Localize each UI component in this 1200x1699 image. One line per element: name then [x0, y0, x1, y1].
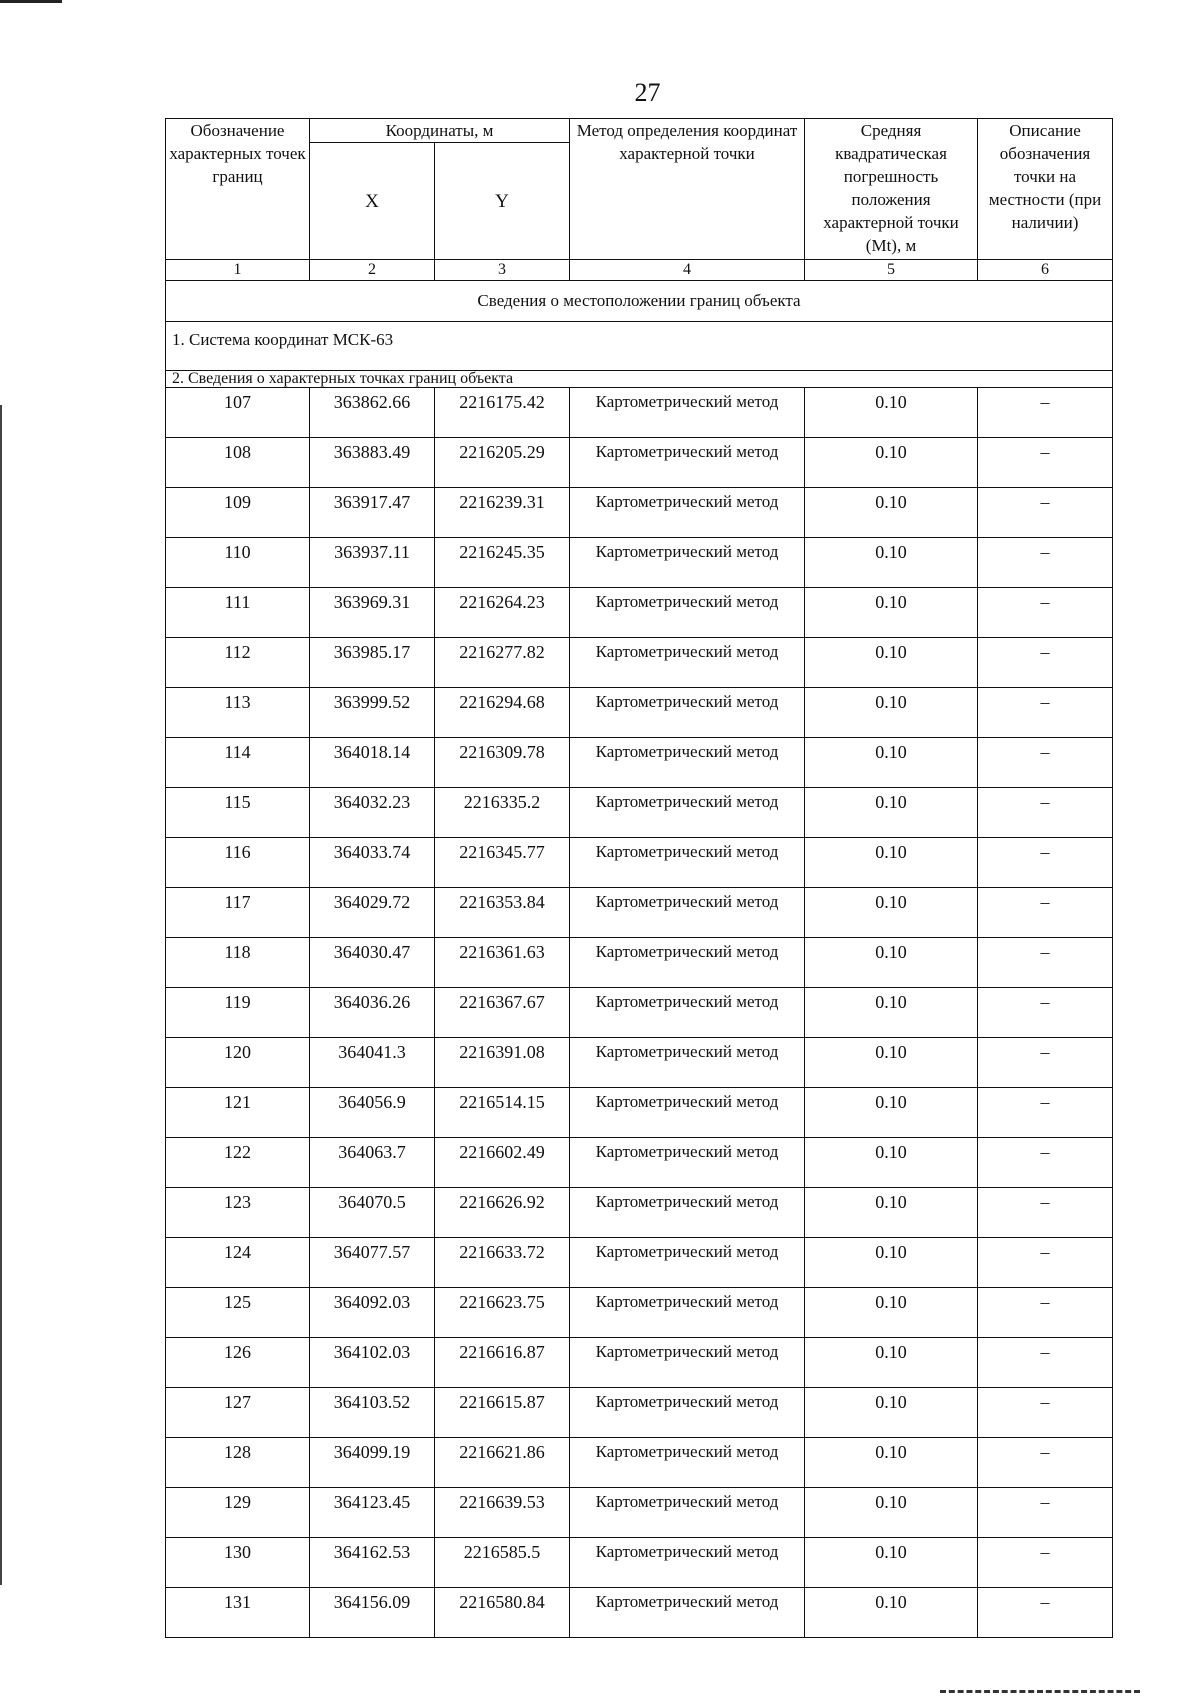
description-cell: –	[978, 1588, 1113, 1638]
description-cell: –	[978, 838, 1113, 888]
method-cell: Картометрический метод	[570, 688, 805, 738]
y-coordinate-cell: 2216626.92	[435, 1188, 570, 1238]
x-coordinate-cell: 364033.74	[310, 838, 435, 888]
table-row	[166, 1288, 1113, 1338]
y-coordinate-cell: 2216294.68	[435, 688, 570, 738]
y-coordinate-cell: 2216367.67	[435, 988, 570, 1038]
description-cell: –	[978, 1138, 1113, 1188]
mean-error-cell: 0.10	[805, 1538, 978, 1588]
y-coordinate-cell: 2216264.23	[435, 588, 570, 638]
method-cell: Картометрический метод	[570, 1538, 805, 1588]
table-row	[166, 538, 1113, 588]
boundary-points-table	[165, 118, 1113, 1638]
mean-error-cell: 0.10	[805, 788, 978, 838]
mean-error-cell: 0.10	[805, 388, 978, 438]
table-row	[166, 988, 1113, 1038]
table-row	[166, 738, 1113, 788]
y-coordinate-cell: 2216623.75	[435, 1288, 570, 1338]
y-coordinate-cell: 2216205.29	[435, 438, 570, 488]
point-id-cell: 128	[166, 1438, 310, 1488]
y-coordinate-cell: 2216335.2	[435, 788, 570, 838]
header-coordinates: Координаты, м	[310, 119, 570, 143]
description-cell: –	[978, 1088, 1113, 1138]
point-id-cell: 110	[166, 538, 310, 588]
description-cell: –	[978, 388, 1113, 438]
mean-error-cell: 0.10	[805, 1388, 978, 1438]
table-row	[166, 838, 1113, 888]
description-cell: –	[978, 888, 1113, 938]
x-coordinate-cell: 364063.7	[310, 1138, 435, 1188]
method-cell: Картометрический метод	[570, 1038, 805, 1088]
method-cell: Картометрический метод	[570, 988, 805, 1038]
column-number: 3	[435, 260, 570, 281]
table-row	[166, 1588, 1113, 1638]
method-cell: Картометрический метод	[570, 1088, 805, 1138]
description-cell: –	[978, 738, 1113, 788]
header-y: Y	[435, 143, 570, 260]
y-coordinate-cell: 2216621.86	[435, 1438, 570, 1488]
boundary-coordinates-document	[165, 118, 1112, 1638]
description-cell: –	[978, 488, 1113, 538]
header-mean-error: Средняя квадратическая погрешность положения характерной точки (Mt), м	[805, 119, 978, 260]
x-coordinate-cell: 364041.3	[310, 1038, 435, 1088]
column-number: 1	[166, 260, 310, 281]
y-coordinate-cell: 2216639.53	[435, 1488, 570, 1538]
method-cell: Картометрический метод	[570, 788, 805, 838]
method-cell: Картометрический метод	[570, 738, 805, 788]
mean-error-cell: 0.10	[805, 1088, 978, 1138]
mean-error-cell: 0.10	[805, 438, 978, 488]
x-coordinate-cell: 363937.11	[310, 538, 435, 588]
method-cell: Картометрический метод	[570, 1188, 805, 1238]
description-cell: –	[978, 1388, 1113, 1438]
method-cell: Картометрический метод	[570, 888, 805, 938]
point-id-cell: 131	[166, 1588, 310, 1638]
table-row	[166, 788, 1113, 838]
point-id-cell: 122	[166, 1138, 310, 1188]
x-coordinate-cell: 364029.72	[310, 888, 435, 938]
header-method: Метод определения координат характерной точки	[570, 119, 805, 260]
description-cell: –	[978, 438, 1113, 488]
y-coordinate-cell: 2216391.08	[435, 1038, 570, 1088]
point-id-cell: 127	[166, 1388, 310, 1438]
table-row	[166, 1388, 1113, 1438]
x-coordinate-cell: 363969.31	[310, 588, 435, 638]
mean-error-cell: 0.10	[805, 738, 978, 788]
table-row	[166, 1488, 1113, 1538]
x-coordinate-cell: 364077.57	[310, 1238, 435, 1288]
description-cell: –	[978, 1238, 1113, 1288]
y-coordinate-cell: 2216361.63	[435, 938, 570, 988]
y-coordinate-cell: 2216615.87	[435, 1388, 570, 1438]
mean-error-cell: 0.10	[805, 1238, 978, 1288]
point-id-cell: 112	[166, 638, 310, 688]
description-cell: –	[978, 1288, 1113, 1338]
x-coordinate-cell: 364123.45	[310, 1488, 435, 1538]
x-coordinate-cell: 364156.09	[310, 1588, 435, 1638]
mean-error-cell: 0.10	[805, 1038, 978, 1088]
table-row	[166, 488, 1113, 538]
description-cell: –	[978, 1338, 1113, 1388]
mean-error-cell: 0.10	[805, 1588, 978, 1638]
y-coordinate-cell: 2216175.42	[435, 388, 570, 438]
method-cell: Картометрический метод	[570, 1488, 805, 1538]
description-cell: –	[978, 1038, 1113, 1088]
y-coordinate-cell: 2216353.84	[435, 888, 570, 938]
description-cell: –	[978, 638, 1113, 688]
x-coordinate-cell: 364099.19	[310, 1438, 435, 1488]
table-row	[166, 388, 1113, 438]
method-cell: Картометрический метод	[570, 588, 805, 638]
method-cell: Картометрический метод	[570, 1138, 805, 1188]
method-cell: Картометрический метод	[570, 1588, 805, 1638]
mean-error-cell: 0.10	[805, 1438, 978, 1488]
x-coordinate-cell: 364102.03	[310, 1338, 435, 1388]
table-row	[166, 1538, 1113, 1588]
description-cell: –	[978, 788, 1113, 838]
y-coordinate-cell: 2216514.15	[435, 1088, 570, 1138]
table-row	[166, 438, 1113, 488]
point-id-cell: 109	[166, 488, 310, 538]
mean-error-cell: 0.10	[805, 1138, 978, 1188]
table-row	[166, 1088, 1113, 1138]
x-coordinate-cell: 363917.47	[310, 488, 435, 538]
mean-error-cell: 0.10	[805, 588, 978, 638]
mean-error-cell: 0.10	[805, 1488, 978, 1538]
table-row	[166, 1138, 1113, 1188]
description-cell: –	[978, 1438, 1113, 1488]
method-cell: Картометрический метод	[570, 638, 805, 688]
y-coordinate-cell: 2216616.87	[435, 1338, 570, 1388]
points-rows	[166, 388, 1113, 1638]
x-coordinate-cell: 363862.66	[310, 388, 435, 438]
header-description: Описание обозначения точки на местности (при наличии)	[978, 119, 1113, 260]
column-number: 5	[805, 260, 978, 281]
y-coordinate-cell: 2216580.84	[435, 1588, 570, 1638]
x-coordinate-cell: 364092.03	[310, 1288, 435, 1338]
table-row	[166, 688, 1113, 738]
x-coordinate-cell: 364103.52	[310, 1388, 435, 1438]
method-cell: Картометрический метод	[570, 388, 805, 438]
method-cell: Картометрический метод	[570, 1338, 805, 1388]
point-id-cell: 123	[166, 1188, 310, 1238]
method-cell: Картометрический метод	[570, 488, 805, 538]
mean-error-cell: 0.10	[805, 1338, 978, 1388]
column-number: 6	[978, 260, 1113, 281]
method-cell: Картометрический метод	[570, 538, 805, 588]
point-id-cell: 114	[166, 738, 310, 788]
y-coordinate-cell: 2216633.72	[435, 1238, 570, 1288]
table-row	[166, 888, 1113, 938]
x-coordinate-cell: 363999.52	[310, 688, 435, 738]
description-cell: –	[978, 538, 1113, 588]
x-coordinate-cell: 364036.26	[310, 988, 435, 1038]
description-cell: –	[978, 938, 1113, 988]
scan-edge-line	[0, 0, 62, 3]
points-section-label: 2. Сведения о характерных точках границ объекта	[166, 371, 1113, 388]
point-id-cell: 115	[166, 788, 310, 838]
mean-error-cell: 0.10	[805, 938, 978, 988]
description-cell: –	[978, 988, 1113, 1038]
coordinate-system-label: 1. Система координат МСК-63	[166, 322, 1113, 371]
table-row	[166, 938, 1113, 988]
x-coordinate-cell: 364032.23	[310, 788, 435, 838]
point-id-cell: 129	[166, 1488, 310, 1538]
column-number: 4	[570, 260, 805, 281]
mean-error-cell: 0.10	[805, 988, 978, 1038]
table-row	[166, 1188, 1113, 1238]
method-cell: Картометрический метод	[570, 1238, 805, 1288]
y-coordinate-cell: 2216245.35	[435, 538, 570, 588]
method-cell: Картометрический метод	[570, 1438, 805, 1488]
x-coordinate-cell: 364070.5	[310, 1188, 435, 1238]
mean-error-cell: 0.10	[805, 538, 978, 588]
point-id-cell: 118	[166, 938, 310, 988]
point-id-cell: 120	[166, 1038, 310, 1088]
method-cell: Картометрический метод	[570, 1288, 805, 1338]
point-id-cell: 113	[166, 688, 310, 738]
mean-error-cell: 0.10	[805, 688, 978, 738]
column-number: 2	[310, 260, 435, 281]
x-coordinate-cell: 364056.9	[310, 1088, 435, 1138]
table-row	[166, 1238, 1113, 1288]
point-id-cell: 107	[166, 388, 310, 438]
page-number: 27	[634, 78, 661, 107]
binding-margin-line	[0, 405, 2, 1585]
mean-error-cell: 0.10	[805, 638, 978, 688]
method-cell: Картометрический метод	[570, 438, 805, 488]
point-id-cell: 119	[166, 988, 310, 1038]
header-x: X	[310, 143, 435, 260]
point-id-cell: 117	[166, 888, 310, 938]
mean-error-cell: 0.10	[805, 1188, 978, 1238]
y-coordinate-cell: 2216585.5	[435, 1538, 570, 1588]
table-row	[166, 638, 1113, 688]
point-id-cell: 108	[166, 438, 310, 488]
y-coordinate-cell: 2216345.77	[435, 838, 570, 888]
point-id-cell: 111	[166, 588, 310, 638]
table-title: Сведения о местоположении границ объекта	[166, 281, 1113, 322]
mean-error-cell: 0.10	[805, 888, 978, 938]
point-id-cell: 130	[166, 1538, 310, 1588]
description-cell: –	[978, 1188, 1113, 1238]
description-cell: –	[978, 1538, 1113, 1588]
point-id-cell: 125	[166, 1288, 310, 1338]
mean-error-cell: 0.10	[805, 488, 978, 538]
description-cell: –	[978, 588, 1113, 638]
x-coordinate-cell: 363985.17	[310, 638, 435, 688]
y-coordinate-cell: 2216602.49	[435, 1138, 570, 1188]
point-id-cell: 126	[166, 1338, 310, 1388]
x-coordinate-cell: 364030.47	[310, 938, 435, 988]
description-cell: –	[978, 1488, 1113, 1538]
mean-error-cell: 0.10	[805, 838, 978, 888]
table-row	[166, 1438, 1113, 1488]
header-point-designation: Обозначение характерных точек границ	[166, 119, 310, 260]
method-cell: Картометрический метод	[570, 938, 805, 988]
method-cell: Картометрический метод	[570, 1388, 805, 1438]
y-coordinate-cell: 2216239.31	[435, 488, 570, 538]
point-id-cell: 121	[166, 1088, 310, 1138]
point-id-cell: 116	[166, 838, 310, 888]
table-row	[166, 1338, 1113, 1388]
method-cell: Картометрический метод	[570, 838, 805, 888]
mean-error-cell: 0.10	[805, 1288, 978, 1338]
x-coordinate-cell: 364018.14	[310, 738, 435, 788]
table-row	[166, 1038, 1113, 1088]
x-coordinate-cell: 364162.53	[310, 1538, 435, 1588]
y-coordinate-cell: 2216309.78	[435, 738, 570, 788]
y-coordinate-cell: 2216277.82	[435, 638, 570, 688]
point-id-cell: 124	[166, 1238, 310, 1288]
x-coordinate-cell: 363883.49	[310, 438, 435, 488]
description-cell: –	[978, 688, 1113, 738]
table-row	[166, 588, 1113, 638]
